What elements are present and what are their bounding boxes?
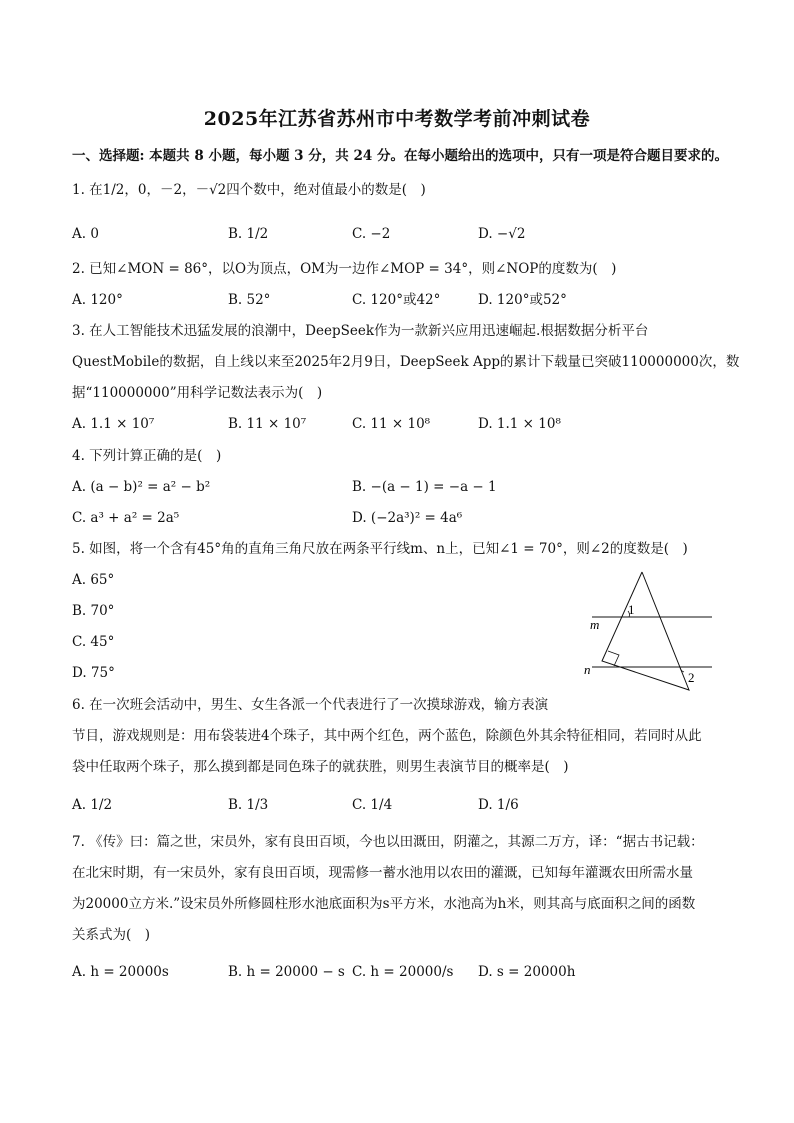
question-3-stem-line-3: 据“110000000”用科学记数法表示为( ) bbox=[72, 385, 323, 401]
q7-option-a: A. h = 20000s bbox=[72, 964, 169, 980]
q5-option-d: D. 75° bbox=[72, 665, 115, 681]
right-triangle bbox=[602, 572, 689, 690]
q4-option-d: D. (−2a³)² = 4a⁶ bbox=[352, 510, 463, 526]
q1-option-b: B. 1/2 bbox=[228, 226, 269, 242]
q6-option-b: B. 1/3 bbox=[228, 797, 269, 813]
q7-option-b: B. h = 20000 − s bbox=[228, 964, 345, 980]
label-angle-2: 2 bbox=[688, 670, 695, 685]
label-n: n bbox=[584, 662, 591, 677]
q3-option-a: A. 1.1 × 10⁷ bbox=[72, 416, 155, 432]
q5-option-c: C. 45° bbox=[72, 634, 115, 650]
q7-option-d: D. s = 20000h bbox=[478, 964, 576, 980]
label-angle-1: 1 bbox=[628, 602, 635, 617]
q3-option-d: D. 1.1 × 10⁸ bbox=[478, 416, 561, 432]
q2-option-b: B. 52° bbox=[228, 292, 271, 308]
question-7-stem-line-4: 关系式为( ) bbox=[72, 927, 151, 943]
q2-option-d: D. 120°或52° bbox=[478, 292, 567, 308]
parallel-lines-triangle-figure bbox=[580, 566, 720, 696]
q1-option-d: D. −√2 bbox=[478, 226, 526, 242]
question-3-stem-line-2: QuestMobile的数据，自上线以来至2025年2月9日，DeepSeek App的累计下载量已突破110000000次，数 bbox=[72, 354, 740, 370]
q6-option-c: C. 1/4 bbox=[352, 797, 393, 813]
question-1-stem: 1. 在1/2，0，－2，－√2四个数中，绝对值最小的数是( ) bbox=[72, 182, 426, 198]
question-6-stem-line-1: 6. 在一次班会活动中，男生、女生各派一个代表进行了一次摸球游戏，输方表演 bbox=[72, 697, 549, 713]
page-title: 2025年江苏省苏州市中考数学考前冲刺试卷 bbox=[203, 108, 591, 130]
question-3-stem-line-1: 3. 在人工智能技术迅猛发展的浪潮中，DeepSeek作为一款新兴应用迅速崛起.根据数据分析平台 bbox=[72, 323, 649, 339]
q1-option-c: C. −2 bbox=[352, 226, 391, 242]
q4-option-b: B. −(a − 1) = −a − 1 bbox=[352, 479, 497, 495]
q5-option-a: A. 65° bbox=[72, 572, 115, 588]
q2-option-a: A. 120° bbox=[72, 292, 123, 308]
question-7-stem-line-1: 7. 《传》曰：篇之世，宋员外，家有良田百顷，今也以田溉田，阴灌之，其源二万方，译：“据古书记载： bbox=[72, 834, 704, 850]
question-6-stem-line-2: 节目，游戏规则是：用布袋装进4个珠子，其中两个红色，两个蓝色，除颜色外其余特征相同，若同时从此 bbox=[72, 728, 702, 744]
q7-option-c: C. h = 20000/s bbox=[352, 964, 454, 980]
q5-option-b: B. 70° bbox=[72, 603, 115, 619]
question-6-stem-line-3: 袋中任取两个珠子，那么摸到都是同色珠子的就获胜，则男生表演节目的概率是( ) bbox=[72, 759, 569, 775]
q6-option-d: D. 1/6 bbox=[478, 797, 519, 813]
question-4-stem: 4. 下列计算正确的是( ) bbox=[72, 448, 222, 464]
question-5-stem: 5. 如图，将一个含有45°角的直角三角尺放在两条平行线m、n上，已知∠1 = 70°，则∠2的度数是( ) bbox=[72, 541, 688, 557]
q2-option-c: C. 120°或42° bbox=[352, 292, 441, 308]
q1-option-a: A. 0 bbox=[72, 226, 99, 242]
q3-option-c: C. 11 × 10⁸ bbox=[352, 416, 431, 432]
q3-option-b: B. 11 × 10⁷ bbox=[228, 416, 307, 432]
question-7-stem-line-2: 在北宋时期，有一宋员外，家有良田百顷，现需修一蓄水池用以农田的灌溉，已知每年灌溉农田所需水量 bbox=[72, 865, 693, 881]
q6-option-a: A. 1/2 bbox=[72, 797, 113, 813]
question-2-stem: 2. 已知∠MON = 86°，以O为顶点，OM为一边作∠MOP = 34°，则∠NOP的度数为( ) bbox=[72, 261, 617, 277]
q4-option-c: C. a³ + a² = 2a⁵ bbox=[72, 510, 180, 526]
label-m: m bbox=[590, 617, 600, 632]
q4-option-a: A. (a − b)² = a² − b² bbox=[72, 479, 211, 495]
question-7-stem-line-3: 为20000立方米.”设宋员外所修圆柱形水池底面积为s平方米，水池高为h米，则其高与底面积之间的函数 bbox=[72, 896, 696, 912]
section-heading: 一、选择题: 本题共 8 小题，每小题 3 分，共 24 分。在每小题给出的选项中，只有一项是符合题目要求的。 bbox=[72, 148, 728, 164]
